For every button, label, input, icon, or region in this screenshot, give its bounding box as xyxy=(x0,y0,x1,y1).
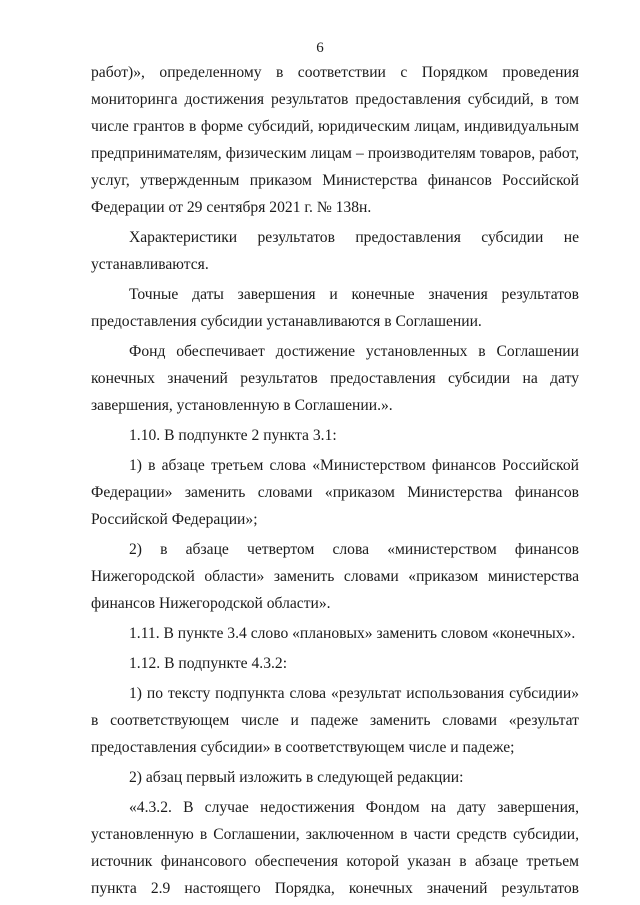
paragraph-10: 1) по тексту подпункта слова «результат использования субсидии» в соответствующем числе и падеже заменить словами «результат предоставления субсидии» в соответствующем числе и падеже; xyxy=(91,685,579,756)
paragraph-6: 1) в абзаце третьем слова «Министерством финансов Российской Федерации» заменить словами «приказом Министерства финансов Российской Федерации»; xyxy=(91,457,579,528)
paragraph-11: 2) абзац первый изложить в следующей редакции: xyxy=(129,769,464,786)
paragraph-4: Фонд обеспечивает достижение установленных в Соглашении конечных значений результатов предоставления субсидии на дату завершения, установленную в Соглашении.». xyxy=(91,343,579,414)
paragraph-3: Точные даты завершения и конечные значения результатов предоставления субсидии устанавливаются в Соглашении. xyxy=(91,286,579,330)
paragraph-7: 2) в абзаце четвертом слова «министерством финансов Нижегородской области» заменить словами «приказом министерства финансов Нижегородской области». xyxy=(91,541,579,612)
document-body xyxy=(91,59,579,905)
paragraph-9: 1.12. В подпункте 4.3.2: xyxy=(129,655,288,672)
page-number: 6 xyxy=(316,40,324,56)
paragraph-12: «4.3.2. В случае недостижения Фондом на дату завершения, установленную в Соглашении, заключенном в части средств субсидии, источник финансового обеспечения которой указан в абзаце третьем пункта 2.9 настоящего Порядка, конечных значений результатов xyxy=(91,799,579,897)
paragraph-8: 1.11. В пункте 3.4 слово «плановых» заменить словом «конечных». xyxy=(129,625,576,642)
paragraph-1: работ)», определенному в соответствии с Порядком проведения мониторинга достижения результатов предоставления субсидий, в том числе грантов в форме субсидий, юридическим лицам, индивидуальным предпринимателям, физическим лицам – производителям товаров, работ, услуг, утвержденным приказом Министерства финансов Российской Федерации от 29 сентября 2021 г. № 138н. xyxy=(91,64,579,216)
paragraph-2: Характеристики результатов предоставления субсидии не устанавливаются. xyxy=(91,229,579,273)
paragraph-5: 1.10. В подпункте 2 пункта 3.1: xyxy=(129,427,337,444)
